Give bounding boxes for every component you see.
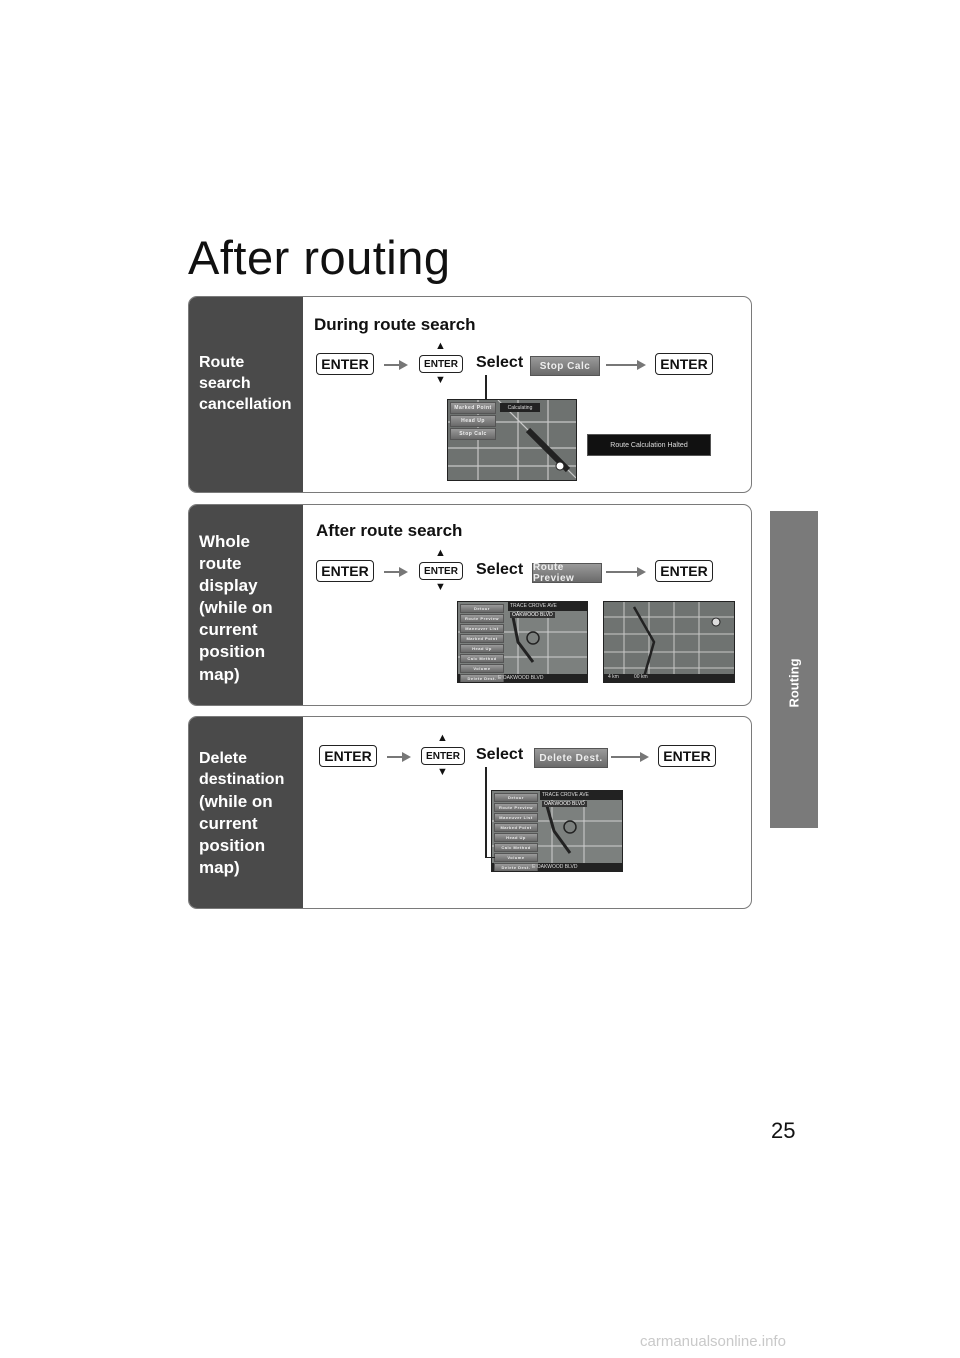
enter-button-icon: ENTER (319, 745, 377, 767)
enter-button-icon: ENTER (655, 353, 713, 375)
section-label: Delete destination (while on current position map) (199, 750, 285, 877)
nav-screen-menu (491, 790, 623, 872)
street-name-selected: OAKWOOD BLVD (512, 612, 553, 618)
screen-menu-item: Route Preview (494, 803, 538, 812)
screen-menu-item: Maneuver List (494, 813, 538, 822)
joystick-enter-icon: ENTER (421, 747, 465, 765)
select-label: Select (476, 354, 524, 371)
screen-menu-item: Volume (494, 853, 538, 862)
enter-button-icon: ENTER (316, 560, 374, 582)
up-arrow-icon: ▲ (437, 732, 448, 744)
enter-button-icon: ENTER (316, 353, 374, 375)
up-arrow-icon: ▲ (435, 340, 446, 352)
nav-screen-route-preview (603, 601, 735, 683)
chapter-tab (770, 511, 818, 828)
nav-screen-calculating (447, 399, 577, 481)
screen-menu-item: Delete Dest. (460, 674, 504, 683)
callout-line (485, 767, 487, 857)
screen-menu-item: Detour (494, 793, 538, 802)
calculating-banner: Calculating (500, 403, 540, 412)
street-name: E OAKWOOD BLVD (498, 675, 544, 681)
screen-menu-item: Maneuver List (460, 624, 504, 633)
screen-menu-item: Volume (460, 664, 504, 673)
watermark: carmanualsonline.info (640, 1333, 786, 1350)
section-route-search-cancellation (188, 296, 752, 493)
menu-item-delete-dest: Delete Dest. (534, 748, 608, 768)
enter-button-icon: ENTER (658, 745, 716, 767)
enter-button-icon: ENTER (655, 560, 713, 582)
screen-menu-item: Marked Point (450, 402, 496, 414)
menu-item-route-preview: Route Preview (532, 563, 602, 583)
street-name-selected: OAKWOOD BLVD (544, 801, 585, 807)
screen-menu-item: Calc Method (460, 654, 504, 663)
section-delete-destination (188, 716, 752, 909)
section-label-panel (189, 297, 303, 492)
page-title: After routing (188, 231, 451, 284)
section-label-panel (189, 717, 303, 908)
screen-menu-item: Stop Calc (450, 428, 496, 440)
right-arrow-icon (384, 364, 406, 366)
subheading: During route search (314, 315, 476, 334)
section-label-panel (189, 505, 303, 705)
right-arrow-icon (384, 571, 406, 573)
map-graphic (604, 602, 734, 682)
screen-menu-item: Head Up (460, 644, 504, 653)
up-arrow-icon: ▲ (435, 547, 446, 559)
screen-menu-item: Calc Method (494, 843, 538, 852)
page-number: 25 (771, 1118, 796, 1143)
screen-menu-item: Head Up (450, 415, 496, 427)
menu-item-stop-calc: Stop Calc (530, 356, 600, 376)
joystick-enter-icon: ENTER (419, 355, 463, 373)
route-calculation-halted-message: Route Calculation Halted (587, 434, 711, 456)
right-arrow-icon (611, 756, 647, 758)
map-scale: 4 km (608, 674, 619, 680)
screen-menu-item: Detour (460, 604, 504, 613)
section-label: Whole route display (while on current position map) (199, 532, 273, 684)
chapter-tab-label: Routing (786, 658, 802, 708)
map-scale: 00 km (634, 674, 648, 680)
subheading: After route search (316, 521, 463, 540)
screen-menu-item: Route Preview (460, 614, 504, 623)
screen-menu-item: Marked Point (494, 823, 538, 832)
select-label: Select (476, 561, 524, 578)
down-arrow-icon: ▼ (437, 766, 448, 778)
screen-menu-item: Marked Point (460, 634, 504, 643)
screen-menu-item: Delete Dest. (494, 863, 538, 872)
street-name: TRACE CROVE AVE (542, 792, 589, 798)
joystick-enter-icon: ENTER (419, 562, 463, 580)
right-arrow-icon (606, 364, 644, 366)
street-name: E OAKWOOD BLVD (532, 864, 578, 870)
down-arrow-icon: ▼ (435, 581, 446, 593)
down-arrow-icon: ▼ (435, 374, 446, 386)
section-whole-route-display (188, 504, 752, 706)
right-arrow-icon (387, 756, 409, 758)
section-label: Route search cancellation (199, 354, 292, 413)
screen-menu-item: Head Up (494, 833, 538, 842)
callout-line (485, 857, 495, 858)
select-label: Select (476, 746, 524, 763)
right-arrow-icon (606, 571, 644, 573)
street-name: TRACE CROVE AVE (510, 603, 557, 609)
nav-screen-menu (457, 601, 588, 683)
